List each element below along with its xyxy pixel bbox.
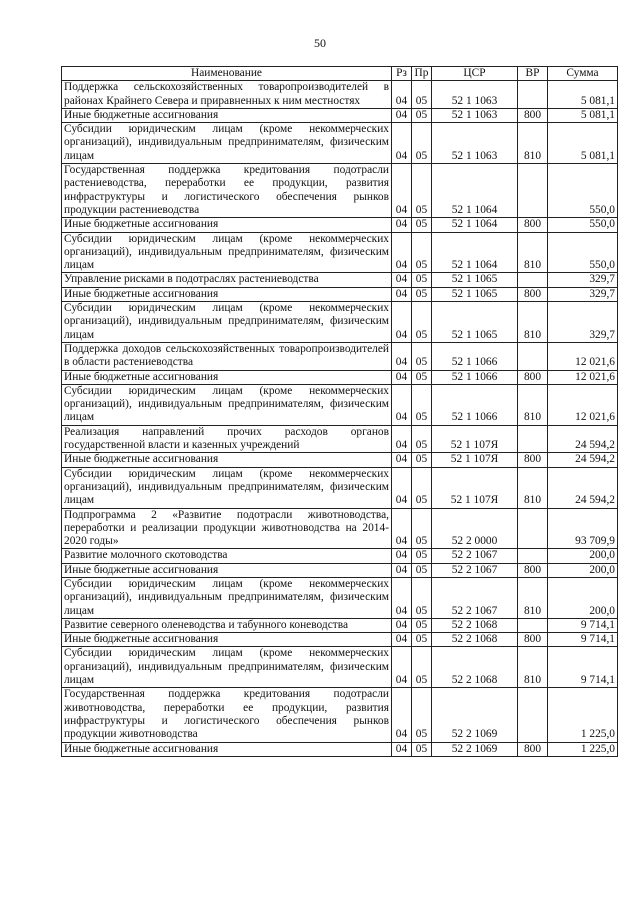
row-sum: 12 021,6 bbox=[548, 370, 618, 384]
row-sum: 200,0 bbox=[548, 549, 618, 563]
table-row bbox=[62, 232, 618, 273]
row-vr: 810 bbox=[518, 467, 548, 508]
table-row bbox=[62, 287, 618, 301]
row-vr bbox=[518, 425, 548, 453]
row-name: Субсидии юридическим лицам (кроме некоммерческих организаций), индивидуальным предпринимателям, физическим лицам bbox=[62, 123, 392, 164]
row-csr: 52 2 1069 bbox=[432, 688, 518, 742]
row-vr bbox=[518, 688, 548, 742]
row-pr: 05 bbox=[412, 742, 432, 756]
row-pr: 05 bbox=[412, 633, 432, 647]
row-sum: 550,0 bbox=[548, 232, 618, 273]
row-pr: 05 bbox=[412, 425, 432, 453]
table-row bbox=[62, 467, 618, 508]
row-rz: 04 bbox=[392, 342, 412, 370]
header-rz: Рз bbox=[392, 67, 412, 81]
table-header-row bbox=[62, 67, 618, 81]
row-sum: 93 709,9 bbox=[548, 508, 618, 549]
row-csr: 52 2 1067 bbox=[432, 549, 518, 563]
row-name: Государственная поддержка кредитования подотрасли растениеводства, переработки ее продукции, развития инфраструктуры и логистического обеспечения рынков продукции растениеводства bbox=[62, 164, 392, 218]
row-csr: 52 2 0000 bbox=[432, 508, 518, 549]
row-csr: 52 2 1068 bbox=[432, 633, 518, 647]
table-row bbox=[62, 563, 618, 577]
row-vr: 800 bbox=[518, 563, 548, 577]
row-name: Поддержка сельскохозяйственных товаропроизводителей в районах Крайнего Севера и приравненных к ним местностях bbox=[62, 81, 392, 109]
row-rz: 04 bbox=[392, 273, 412, 287]
row-csr: 52 1 1064 bbox=[432, 164, 518, 218]
table-row bbox=[62, 633, 618, 647]
table-row bbox=[62, 384, 618, 425]
row-csr: 52 1 1063 bbox=[432, 123, 518, 164]
row-pr: 05 bbox=[412, 384, 432, 425]
row-sum: 329,7 bbox=[548, 302, 618, 343]
row-name: Подпрограмма 2 «Развитие подотрасли животноводства, переработки и реализации продукции животноводства на 2014-2020 годы» bbox=[62, 508, 392, 549]
row-pr: 05 bbox=[412, 123, 432, 164]
row-name: Иные бюджетные ассигнования bbox=[62, 287, 392, 301]
row-sum: 1 225,0 bbox=[548, 688, 618, 742]
row-csr: 52 2 1069 bbox=[432, 742, 518, 756]
row-vr: 800 bbox=[518, 453, 548, 467]
row-sum: 5 081,1 bbox=[548, 108, 618, 122]
row-pr: 05 bbox=[412, 302, 432, 343]
row-pr: 05 bbox=[412, 81, 432, 109]
table-row bbox=[62, 508, 618, 549]
header-csr: ЦСР bbox=[432, 67, 518, 81]
row-vr bbox=[518, 164, 548, 218]
row-pr: 05 bbox=[412, 647, 432, 688]
row-vr: 810 bbox=[518, 384, 548, 425]
row-rz: 04 bbox=[392, 633, 412, 647]
table-body bbox=[62, 81, 618, 757]
row-name: Поддержка доходов сельскохозяйственных товаропроизводителей в области растениеводства bbox=[62, 342, 392, 370]
row-rz: 04 bbox=[392, 425, 412, 453]
row-vr: 810 bbox=[518, 577, 548, 618]
table-row bbox=[62, 742, 618, 756]
row-csr: 52 1 1063 bbox=[432, 108, 518, 122]
row-name: Иные бюджетные ассигнования bbox=[62, 633, 392, 647]
row-name: Развитие молочного скотоводства bbox=[62, 549, 392, 563]
row-sum: 12 021,6 bbox=[548, 384, 618, 425]
row-sum: 5 081,1 bbox=[548, 123, 618, 164]
row-name: Иные бюджетные ассигнования bbox=[62, 370, 392, 384]
row-pr: 05 bbox=[412, 467, 432, 508]
table-row bbox=[62, 164, 618, 218]
row-csr: 52 1 1066 bbox=[432, 384, 518, 425]
row-pr: 05 bbox=[412, 618, 432, 632]
row-name: Иные бюджетные ассигнования bbox=[62, 218, 392, 232]
table-row bbox=[62, 302, 618, 343]
row-csr: 52 1 1064 bbox=[432, 232, 518, 273]
row-name: Реализация направлений прочих расходов органов государственной власти и казенных учреждений bbox=[62, 425, 392, 453]
table-row bbox=[62, 123, 618, 164]
row-pr: 05 bbox=[412, 508, 432, 549]
table-row bbox=[62, 370, 618, 384]
row-rz: 04 bbox=[392, 453, 412, 467]
budget-table bbox=[61, 66, 618, 757]
row-name: Субсидии юридическим лицам (кроме некоммерческих организаций), индивидуальным предпринимателям, физическим лицам bbox=[62, 232, 392, 273]
page-number: 50 bbox=[314, 36, 326, 50]
row-csr: 52 1 107Я bbox=[432, 453, 518, 467]
row-sum: 12 021,6 bbox=[548, 342, 618, 370]
table-row bbox=[62, 549, 618, 563]
row-vr bbox=[518, 618, 548, 632]
row-pr: 05 bbox=[412, 370, 432, 384]
row-name: Субсидии юридическим лицам (кроме некоммерческих организаций), индивидуальным предпринимателям, физическим лицам bbox=[62, 384, 392, 425]
table-row bbox=[62, 688, 618, 742]
row-pr: 05 bbox=[412, 549, 432, 563]
row-name: Государственная поддержка кредитования подотрасли животноводства, переработки ее продукции, развития инфраструктуры и логистического обеспечения рынков продукции животноводства bbox=[62, 688, 392, 742]
row-rz: 04 bbox=[392, 302, 412, 343]
header-pr: Пр bbox=[412, 67, 432, 81]
row-name: Иные бюджетные ассигнования bbox=[62, 563, 392, 577]
row-sum: 24 594,2 bbox=[548, 425, 618, 453]
row-sum: 1 225,0 bbox=[548, 742, 618, 756]
row-rz: 04 bbox=[392, 577, 412, 618]
row-pr: 05 bbox=[412, 287, 432, 301]
row-vr: 800 bbox=[518, 370, 548, 384]
row-vr: 800 bbox=[518, 742, 548, 756]
header-sum: Сумма bbox=[548, 67, 618, 81]
row-sum: 329,7 bbox=[548, 273, 618, 287]
row-vr: 810 bbox=[518, 647, 548, 688]
row-csr: 52 1 1063 bbox=[432, 81, 518, 109]
table-row bbox=[62, 618, 618, 632]
row-pr: 05 bbox=[412, 164, 432, 218]
row-rz: 04 bbox=[392, 508, 412, 549]
row-csr: 52 1 1065 bbox=[432, 273, 518, 287]
row-sum: 200,0 bbox=[548, 577, 618, 618]
row-csr: 52 1 1064 bbox=[432, 218, 518, 232]
table-row bbox=[62, 108, 618, 122]
row-sum: 550,0 bbox=[548, 218, 618, 232]
row-rz: 04 bbox=[392, 467, 412, 508]
row-sum: 5 081,1 bbox=[548, 81, 618, 109]
row-rz: 04 bbox=[392, 688, 412, 742]
row-name: Развитие северного оленеводства и табунного коневодства bbox=[62, 618, 392, 632]
row-csr: 52 1 107Я bbox=[432, 467, 518, 508]
row-rz: 04 bbox=[392, 742, 412, 756]
row-vr bbox=[518, 81, 548, 109]
row-sum: 24 594,2 bbox=[548, 453, 618, 467]
table-row bbox=[62, 577, 618, 618]
row-csr: 52 2 1067 bbox=[432, 577, 518, 618]
row-sum: 9 714,1 bbox=[548, 647, 618, 688]
table-row bbox=[62, 453, 618, 467]
row-rz: 04 bbox=[392, 123, 412, 164]
row-sum: 329,7 bbox=[548, 287, 618, 301]
row-csr: 52 2 1067 bbox=[432, 563, 518, 577]
row-vr bbox=[518, 549, 548, 563]
row-rz: 04 bbox=[392, 164, 412, 218]
row-sum: 9 714,1 bbox=[548, 633, 618, 647]
row-name: Иные бюджетные ассигнования bbox=[62, 453, 392, 467]
row-pr: 05 bbox=[412, 453, 432, 467]
row-pr: 05 bbox=[412, 218, 432, 232]
row-name: Субсидии юридическим лицам (кроме некоммерческих организаций), индивидуальным предпринимателям, физическим лицам bbox=[62, 467, 392, 508]
table-row bbox=[62, 218, 618, 232]
table-row bbox=[62, 81, 618, 109]
row-pr: 05 bbox=[412, 232, 432, 273]
row-vr: 800 bbox=[518, 633, 548, 647]
table-row bbox=[62, 647, 618, 688]
row-name: Иные бюджетные ассигнования bbox=[62, 108, 392, 122]
row-pr: 05 bbox=[412, 342, 432, 370]
row-pr: 05 bbox=[412, 108, 432, 122]
row-vr bbox=[518, 342, 548, 370]
row-rz: 04 bbox=[392, 370, 412, 384]
row-vr: 810 bbox=[518, 302, 548, 343]
row-csr: 52 1 1065 bbox=[432, 302, 518, 343]
row-vr bbox=[518, 508, 548, 549]
row-vr: 800 bbox=[518, 218, 548, 232]
row-rz: 04 bbox=[392, 563, 412, 577]
row-csr: 52 1 1066 bbox=[432, 342, 518, 370]
row-vr: 800 bbox=[518, 108, 548, 122]
row-vr: 810 bbox=[518, 232, 548, 273]
row-rz: 04 bbox=[392, 81, 412, 109]
row-rz: 04 bbox=[392, 618, 412, 632]
row-rz: 04 bbox=[392, 287, 412, 301]
row-name: Субсидии юридическим лицам (кроме некоммерческих организаций), индивидуальным предпринимателям, физическим лицам bbox=[62, 647, 392, 688]
row-name: Иные бюджетные ассигнования bbox=[62, 742, 392, 756]
row-rz: 04 bbox=[392, 549, 412, 563]
row-csr: 52 1 107Я bbox=[432, 425, 518, 453]
row-sum: 200,0 bbox=[548, 563, 618, 577]
row-vr: 800 bbox=[518, 287, 548, 301]
row-csr: 52 1 1066 bbox=[432, 370, 518, 384]
row-rz: 04 bbox=[392, 218, 412, 232]
row-name: Субсидии юридическим лицам (кроме некоммерческих организаций), индивидуальным предпринимателям, физическим лицам bbox=[62, 302, 392, 343]
row-name: Субсидии юридическим лицам (кроме некоммерческих организаций), индивидуальным предпринимателям, физическим лицам bbox=[62, 577, 392, 618]
header-name: Наименование bbox=[62, 67, 392, 81]
table-row bbox=[62, 425, 618, 453]
row-name: Управление рисками в подотраслях растениеводства bbox=[62, 273, 392, 287]
row-rz: 04 bbox=[392, 232, 412, 273]
row-rz: 04 bbox=[392, 108, 412, 122]
table-row bbox=[62, 273, 618, 287]
row-sum: 9 714,1 bbox=[548, 618, 618, 632]
table-row bbox=[62, 342, 618, 370]
row-sum: 24 594,2 bbox=[548, 467, 618, 508]
row-pr: 05 bbox=[412, 273, 432, 287]
row-vr bbox=[518, 273, 548, 287]
row-csr: 52 2 1068 bbox=[432, 647, 518, 688]
row-vr: 810 bbox=[518, 123, 548, 164]
row-sum: 550,0 bbox=[548, 164, 618, 218]
row-csr: 52 2 1068 bbox=[432, 618, 518, 632]
row-csr: 52 1 1065 bbox=[432, 287, 518, 301]
row-pr: 05 bbox=[412, 563, 432, 577]
row-rz: 04 bbox=[392, 384, 412, 425]
header-vr: ВР bbox=[518, 67, 548, 81]
row-pr: 05 bbox=[412, 577, 432, 618]
row-pr: 05 bbox=[412, 688, 432, 742]
row-rz: 04 bbox=[392, 647, 412, 688]
